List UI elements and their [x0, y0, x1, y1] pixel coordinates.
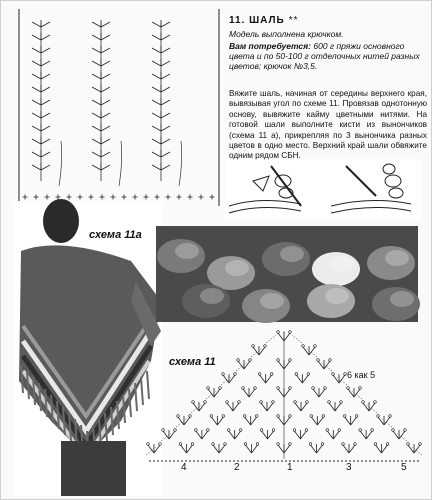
difficulty-stars: ** [288, 15, 299, 26]
article-number-title: 11. ШАЛЬ [229, 15, 285, 26]
materials-text: 600 г пряжи основного цвета и по 50-100 г отделочных нитей разных цветов; крючок №3,5. [229, 41, 420, 71]
row-number: 2 [234, 462, 240, 473]
tassel-closeup-photo [156, 226, 420, 323]
repeat-note: 6 как 5 [347, 370, 376, 380]
materials-label: Вам потребуется: [229, 41, 311, 51]
materials-block [229, 41, 425, 71]
page-artwork [1, 1, 432, 500]
row-number: 1 [287, 462, 293, 473]
row-number: 5 [401, 462, 407, 473]
technique-note: Модель выполнена крючком. [229, 29, 344, 39]
row-number: 3 [346, 462, 352, 473]
stitch-illustration [225, 159, 421, 221]
border-chart [19, 9, 219, 206]
diagram-label-11a: схема 11а [89, 229, 142, 241]
diagram-label-11: схема 11 [169, 356, 216, 368]
model-photo [13, 199, 163, 496]
triangle-chart [146, 331, 422, 459]
row-number: 4 [181, 462, 187, 473]
instructions-text: Вяжите шаль, начиная от середины верхнего края, вывязывая угол по схеме 11. Провязав однотонную основу, вывяжите кайму цветными нитями. На готовой шали выполните кисти из вынончиков (схема 11 а), прикрепляя по 3 вынончика разных цветов в одно место. Верхний край шали обвяжите одним рядом СБН. [229, 89, 427, 161]
article-title [229, 15, 299, 26]
